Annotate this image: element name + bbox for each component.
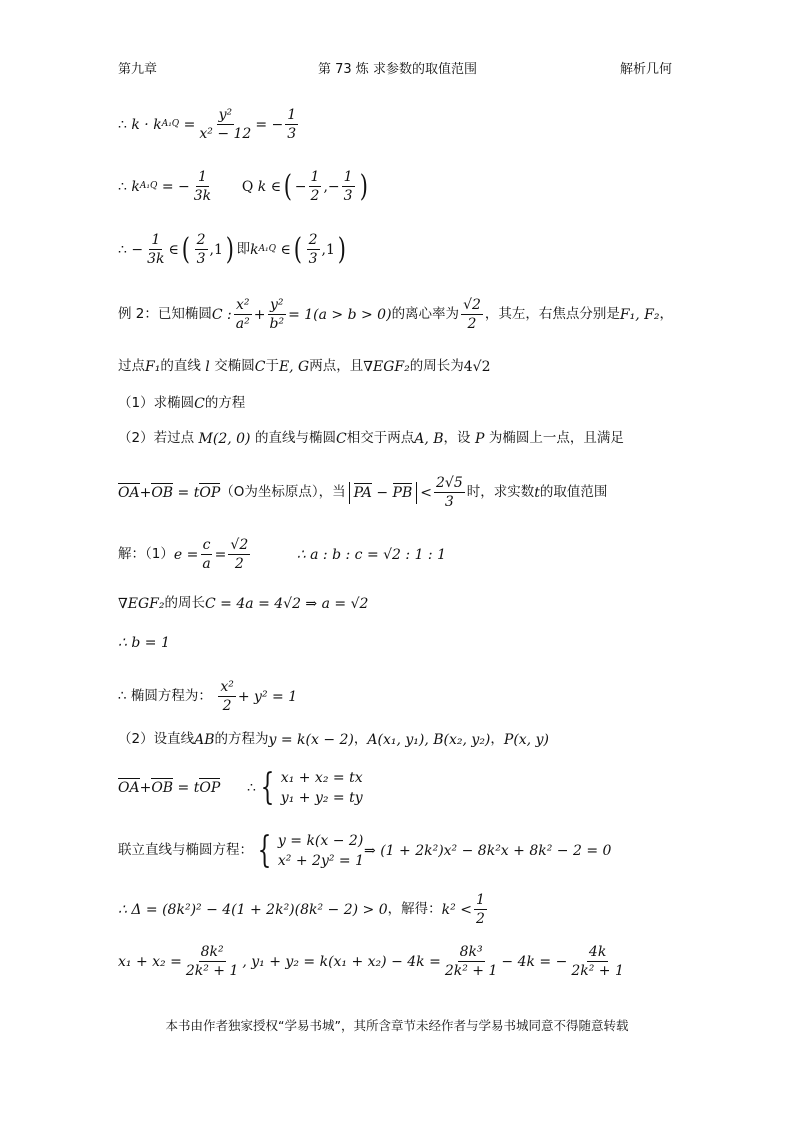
math-op: = t [177, 484, 200, 501]
header-chapter: 第九章 [118, 62, 158, 77]
math-term: y = k(x − 2) [268, 732, 354, 748]
solution-vector-system [118, 767, 363, 808]
solution-vieta [118, 945, 628, 978]
math-op: < [420, 484, 432, 501]
vector-term: PB [392, 484, 413, 501]
text-segment: 的取值范围 [539, 483, 608, 500]
fraction [569, 945, 626, 978]
text-segment: ， [659, 305, 673, 322]
denominator: 2k² + 1 [185, 963, 239, 979]
math-op: = [183, 116, 196, 133]
header-section: 解析几何 [619, 62, 672, 77]
math-term: F₁ [145, 359, 161, 375]
fraction [228, 538, 250, 571]
equation-system [281, 771, 363, 805]
open-paren: ( [293, 231, 302, 267]
numerator: √2 [463, 297, 481, 313]
solution-line-ellipse [118, 680, 297, 713]
question-1 [118, 397, 245, 411]
math-term: M(2, 0) [198, 431, 251, 447]
numerator: 2√5 [436, 475, 463, 491]
system-row: x² + 2y² = 1 [277, 853, 365, 869]
text-segment: （O为坐标原点），当 [220, 483, 346, 500]
solution-combine [118, 830, 612, 871]
math-sub: A₁Q [161, 119, 180, 129]
fraction [145, 233, 166, 266]
fraction [184, 945, 241, 978]
numerator: 1 [475, 892, 485, 908]
vector-term: OB [151, 780, 174, 796]
math-term: 4√2 [463, 359, 491, 375]
vector-term: OP [199, 780, 221, 796]
vector-term: PA [353, 484, 372, 501]
text-segment: 的周长 [164, 595, 206, 612]
math-term: Q [241, 178, 254, 195]
text-segment: 于 [265, 358, 279, 375]
denominator: a [202, 556, 211, 572]
text-segment: ， [490, 731, 504, 748]
text-segment: ，解得： [387, 900, 442, 917]
vector-term: OB [151, 484, 174, 501]
question-2-condition [118, 476, 607, 509]
math-term: + y² = 1 [237, 688, 298, 705]
text-segment: 的离心率为 [391, 305, 460, 322]
fraction [461, 298, 483, 331]
numerator: 1 [287, 107, 297, 123]
denominator: 2 [467, 316, 477, 332]
math-term: C [335, 431, 347, 447]
solution-part-2 [118, 733, 549, 747]
math-op: = t [177, 780, 200, 796]
numerator: 8k³ [459, 944, 483, 960]
numerator: y² [270, 297, 284, 313]
denominator: a² [235, 316, 250, 332]
math-term: A(x₁, y₁), B(x₂, y₂) [367, 732, 491, 748]
open-paren: ( [283, 168, 293, 204]
math-op: ∈ [168, 241, 179, 258]
example-statement-line-2 [118, 360, 491, 374]
vector-term: OP [199, 484, 221, 501]
math-op: − [376, 484, 389, 501]
solution-line-2: ∴ k A₁Q = − $\frac{1}{3k}$ Q k ∈ ( − $\frac{1}{2}$ ,− $\frac{1}{3}$ ) [118, 168, 368, 204]
numerator: x² [236, 297, 250, 313]
text-segment: 过点 [118, 358, 145, 375]
fraction [342, 170, 355, 203]
left-brace: { [260, 767, 275, 808]
close-paren: ) [337, 231, 346, 267]
absolute-value [349, 482, 418, 504]
system-row: y₁ + y₂ = ty [280, 790, 363, 806]
denominator: b² [269, 316, 285, 332]
math-op: = [214, 546, 227, 563]
numerator: x² [220, 679, 234, 695]
numerator: 1 [310, 169, 320, 185]
math-term: ,1 [321, 241, 335, 258]
numerator: 2 [308, 232, 318, 248]
math-term: C = 4a = 4√2 ⇒ a = √2 [205, 596, 369, 612]
math-term: ⇒ (1 + 2k²)x² − 8k²x + 8k² − 2 = 0 [364, 843, 612, 859]
text-segment: 时，求实数 [466, 483, 535, 500]
text-segment: （2）若过点 [118, 430, 195, 447]
example-label: 例 2：已知椭圆 [118, 305, 212, 322]
text-segment: ，设 [443, 430, 471, 447]
solution-part-1 [118, 538, 446, 571]
text-segment: 为椭圆上一点，且满足 [488, 430, 624, 447]
numerator: √2 [230, 537, 249, 553]
math-term: C : [211, 306, 232, 323]
math-term: ,1 [209, 241, 223, 258]
numerator: 4k [588, 944, 607, 960]
denominator: 3 [196, 251, 206, 267]
example-statement-line-1: 例 2：已知椭圆 C : $\frac{\text{x²}}{\text{a²}}$ + $\frac{\text{y²}}{\text{b²}}$ = 1(a > b > 0) 的离心率为 $\frac{√2}{2}$ ，其左，右焦点分别是 F₁, F₂ ， [118, 297, 673, 332]
solution-line-1 [118, 108, 300, 141]
math-term: ∇EGF₂ [118, 596, 165, 612]
numerator: 1 [151, 232, 161, 248]
text-segment: 的方程为 [214, 731, 269, 748]
math-term: AB [194, 732, 215, 748]
math-term: ∇EGF₂ [363, 359, 410, 375]
text-segment: （2）设直线 [118, 731, 195, 748]
text-segment: 的方程 [204, 395, 246, 412]
denominator: 2 [310, 188, 320, 204]
math-term: P [474, 431, 485, 447]
fraction [195, 233, 208, 266]
numerator: 2 [196, 232, 206, 248]
math-op: = − [161, 178, 190, 195]
math-term: e = [173, 546, 199, 563]
fraction [234, 298, 252, 331]
text-segment: 交椭圆 [214, 358, 255, 375]
close-paren: ) [359, 168, 368, 204]
math-term: − 4k = − [501, 953, 568, 970]
fraction [309, 170, 322, 203]
denominator: 3 [308, 251, 318, 267]
system-row: x₁ + x₂ = tx [280, 770, 363, 786]
close-paren: ) [225, 231, 234, 267]
fraction [474, 893, 487, 926]
equation-system [278, 834, 364, 868]
denominator: 2k² + 1 [571, 963, 624, 979]
numerator: 1 [343, 169, 353, 185]
denominator: 2 [222, 698, 232, 714]
text-segment: 相交于两点 [346, 430, 415, 447]
math-term: k [131, 178, 140, 195]
system-row: y = k(x − 2) [277, 833, 364, 849]
text-segment: （1）求椭圆 [118, 395, 195, 412]
math-op: + [139, 780, 152, 796]
numerator: 8k² [200, 944, 224, 960]
math-term: ∴ a : b : c = √2 : 1 : 1 [296, 546, 446, 563]
fraction [192, 170, 213, 203]
math-term: k [250, 241, 259, 258]
solution-line-3 [118, 233, 349, 266]
text-segment: 的直线 [160, 358, 201, 375]
math-sub: A₁Q [258, 244, 277, 254]
solution-label: 解：（1） [118, 545, 174, 562]
math-term: k · k [131, 116, 162, 133]
fraction [200, 538, 212, 571]
text-segment: 即 [236, 240, 251, 257]
copyright-footer: 本书由作者独家授权“学易书城”，其所含章节未经作者与学易书城同意不得随意转载 [165, 1018, 629, 1033]
math-term: , y₁ + y₂ = k(x₁ + x₂) − 4k = [242, 953, 441, 970]
math-term: A, B [414, 431, 444, 447]
vector-term: OA [118, 780, 140, 796]
solution-line-b [118, 636, 170, 650]
text-segment: 的直线与椭圆 [254, 430, 336, 447]
therefore-symbol: ∴ [246, 780, 256, 796]
denominator: 2k² + 1 [444, 963, 498, 979]
math-op: + [139, 484, 152, 501]
therefore-symbol: ∴ − [118, 241, 144, 258]
math-op: ∈ [280, 241, 291, 258]
question-2 [118, 432, 624, 446]
denominator: 2 [234, 556, 244, 572]
solution-line-perimeter [118, 597, 368, 611]
denominator: 3k [147, 251, 165, 267]
header-title: 第 73 炼 求参数的取值范围 [318, 62, 477, 77]
math-term: ∴ Δ = (8k²)² − 4(1 + 2k²)(8k² − 2) > 0 [118, 901, 388, 918]
left-brace: { [257, 830, 272, 871]
denominator: 2 [475, 911, 485, 927]
math-term: l [205, 359, 210, 375]
therefore-symbol: ∴ [118, 178, 127, 195]
vector-term: OA [118, 484, 140, 501]
numerator: c [202, 537, 211, 553]
open-paren: ( [181, 231, 190, 267]
math-term: C [254, 359, 266, 375]
text-segment: ∴ 椭圆方程为： [118, 687, 212, 704]
fraction [434, 476, 465, 509]
math-term: = 1(a > b > 0) [288, 306, 392, 323]
math-term: C [194, 396, 205, 412]
denominator: 3 [343, 188, 353, 204]
numerator: y² [218, 107, 233, 123]
fraction [197, 108, 253, 141]
text-segment: 联立直线与椭圆方程： [118, 842, 253, 859]
denominator: 3 [444, 494, 454, 510]
math-term: t [534, 484, 540, 501]
math-term: P(x, y) [503, 732, 549, 748]
text-segment: ， [353, 731, 368, 748]
denominator: 3k [193, 188, 212, 204]
therefore-symbol: ∴ [118, 116, 127, 133]
fraction [267, 298, 286, 331]
math-op: = − [255, 116, 284, 133]
math-term: ∴ b = 1 [118, 635, 170, 651]
math-term: x₁ + x₂ = [118, 953, 182, 970]
math-term: k ∈ [257, 178, 282, 195]
solution-discriminant [118, 893, 489, 926]
denominator: 3 [287, 126, 297, 142]
text-segment: 两点，且 [309, 358, 364, 375]
fraction [443, 945, 500, 978]
fraction [307, 233, 320, 266]
math-term: F₁, F₂ [619, 306, 660, 323]
text-segment: ，其左，右焦点分别是 [484, 305, 620, 322]
fraction [285, 108, 298, 141]
text-segment: 的周长为 [409, 358, 464, 375]
math-term: E, G [278, 359, 310, 375]
math-term: k² < [441, 901, 472, 918]
fraction [218, 680, 236, 713]
numerator: 1 [197, 169, 207, 185]
math-sub: A₁Q [139, 181, 158, 191]
denominator: x² − 12 [199, 126, 252, 142]
